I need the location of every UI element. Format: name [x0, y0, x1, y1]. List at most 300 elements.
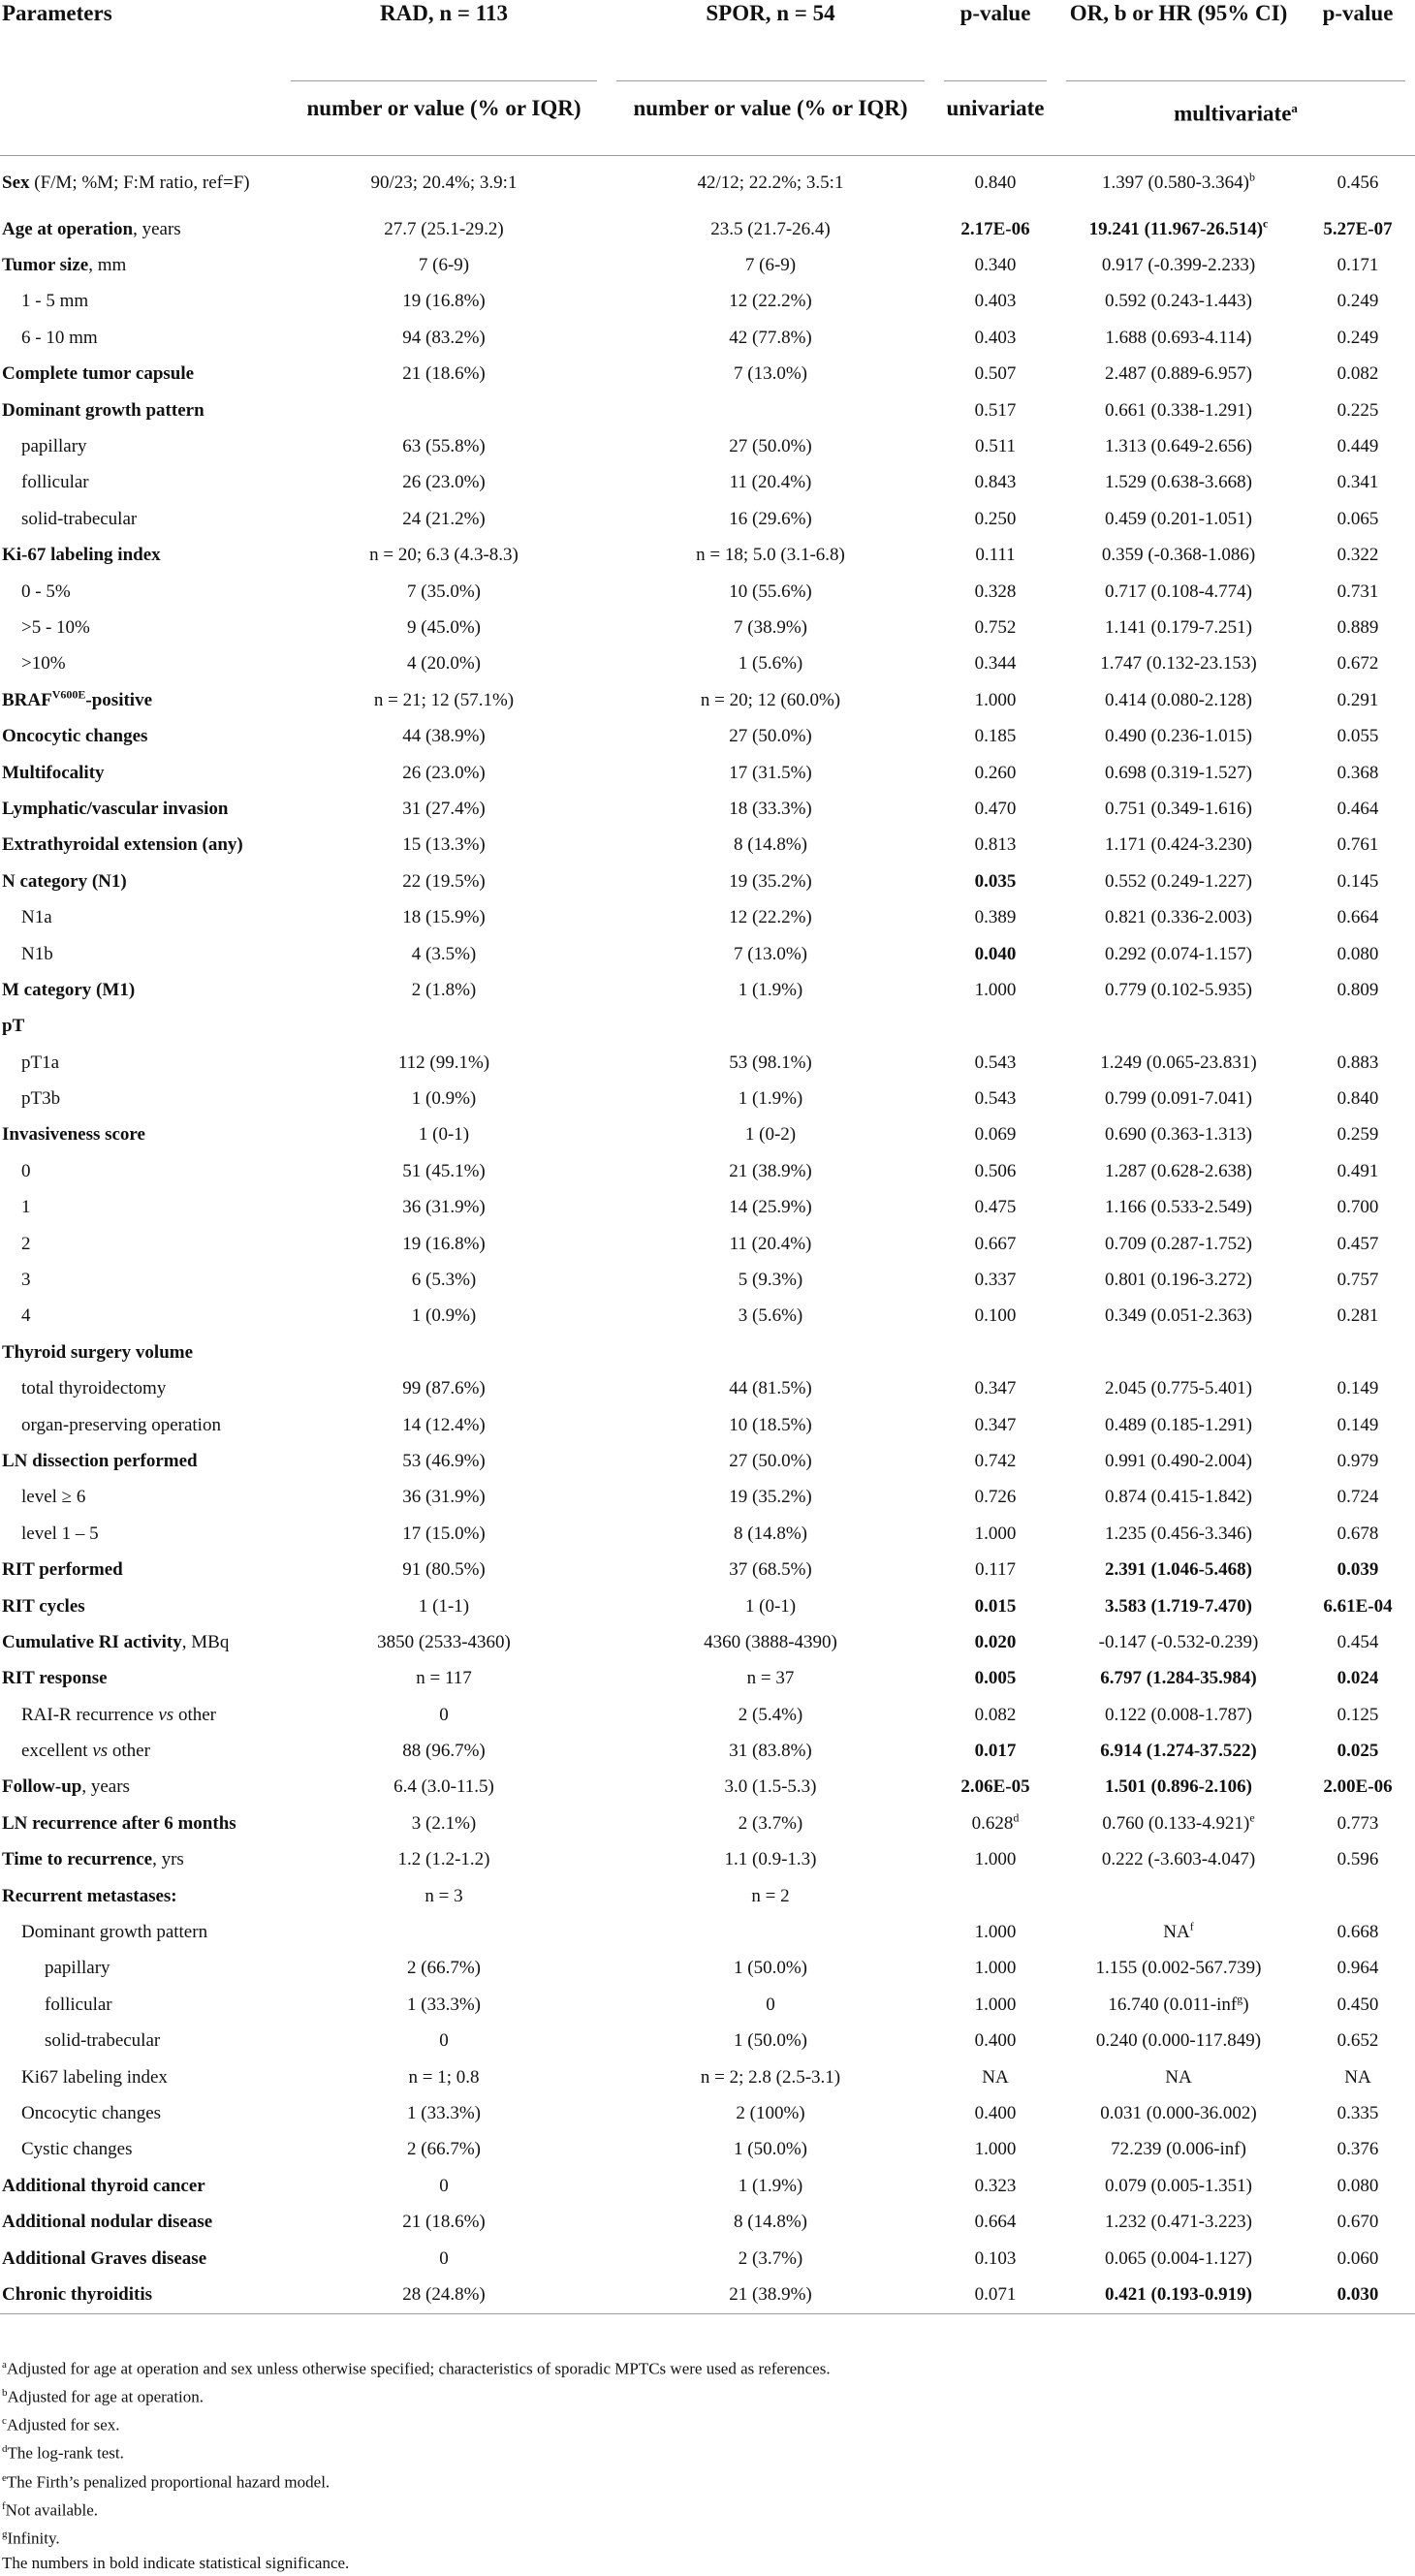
- p-multivariate: [1301, 1480, 1415, 1516]
- rad-text: 51 (45.1%): [402, 1160, 486, 1181]
- label-main: Complete tumor capsule: [2, 363, 195, 385]
- or-text: 0.459 (0.201-1.051): [1105, 508, 1252, 529]
- table-row: [0, 428, 1415, 464]
- spor-value: [607, 2132, 934, 2168]
- p-univariate: [934, 1081, 1056, 1116]
- table-row: [0, 1914, 1415, 1950]
- label-main: 1 - 5 mm: [21, 291, 89, 312]
- or-multivariate: [1056, 1842, 1301, 1878]
- spor-text: 53 (98.1%): [729, 1052, 812, 1073]
- or-multivariate: [1056, 247, 1301, 283]
- p-text: NA: [982, 2066, 1009, 2088]
- header-parameters: Parameters: [2, 1, 112, 25]
- or-multivariate: [1056, 864, 1301, 899]
- or-multivariate: [1056, 2204, 1301, 2240]
- spor-value: [607, 501, 934, 537]
- rad-value: [281, 1480, 607, 1516]
- label-extra: , mm: [88, 255, 127, 276]
- or-multivariate: [1056, 1516, 1301, 1552]
- row-label: [0, 1407, 281, 1443]
- p-univariate: [934, 610, 1056, 645]
- spor-text: 11 (20.4%): [729, 1233, 812, 1254]
- p2-text: 0.809: [1336, 979, 1379, 1000]
- spor-value: [607, 284, 934, 320]
- label-main: 4: [21, 1305, 31, 1327]
- or-text: 0.489 (0.185-1.291): [1105, 1414, 1252, 1435]
- rad-text: 63 (55.8%): [402, 436, 486, 457]
- or-multivariate: [1056, 538, 1301, 574]
- p-univariate: [934, 791, 1056, 827]
- label-main: Additional nodular disease: [2, 2212, 213, 2233]
- p-multivariate: [1301, 1516, 1415, 1552]
- p2-text: 0.773: [1336, 1812, 1379, 1834]
- spor-text: 21 (38.9%): [729, 2283, 812, 2305]
- label-extra: , yrs: [152, 1849, 184, 1870]
- rad-text: 94 (83.2%): [402, 327, 486, 348]
- row-label: [0, 610, 281, 645]
- rad-value: [281, 538, 607, 574]
- rad-text: 1 (0.9%): [411, 1305, 477, 1327]
- row-label: [0, 1262, 281, 1298]
- spor-text: 10 (18.5%): [729, 1414, 812, 1435]
- label-main: RIT performed: [2, 1559, 123, 1581]
- spor-value: [607, 755, 934, 791]
- p-text: 2.17E-06: [960, 218, 1030, 239]
- spor-value: [607, 538, 934, 574]
- header-pvalue: p-value: [959, 1, 1031, 25]
- or-multivariate: [1056, 1335, 1301, 1370]
- p-multivariate: [1301, 1914, 1415, 1950]
- p-multivariate: [1301, 1190, 1415, 1226]
- or-multivariate: [1056, 2132, 1301, 2168]
- label-main: Cumulative RI activity: [2, 1631, 182, 1652]
- or-multivariate: [1056, 1299, 1301, 1335]
- or-multivariate: [1056, 2168, 1301, 2204]
- table-row: [0, 791, 1415, 827]
- footnote: [2, 2437, 831, 2466]
- label-main: excellent: [21, 1741, 93, 1762]
- rad-text: 3850 (2533-4360): [377, 1631, 511, 1652]
- p-univariate: [934, 1661, 1056, 1697]
- p-multivariate: [1301, 1371, 1415, 1407]
- or-multivariate: [1056, 972, 1301, 1008]
- label-main: BRAF: [2, 689, 52, 710]
- p-text: 0.071: [974, 2283, 1017, 2305]
- or-text: -0.147 (-0.532-0.239): [1098, 1631, 1259, 1652]
- table-row: [0, 1262, 1415, 1298]
- spor-value: [607, 574, 934, 610]
- table-row: [0, 2204, 1415, 2240]
- rad-text: 1 (1-1): [418, 1595, 470, 1617]
- spor-value: [607, 1914, 934, 1950]
- footnote: [2, 2495, 831, 2523]
- p-univariate: [934, 682, 1056, 718]
- p-multivariate: [1301, 972, 1415, 1008]
- rad-value: [281, 1588, 607, 1624]
- p-multivariate: [1301, 1081, 1415, 1116]
- rad-text: 0: [439, 1704, 449, 1725]
- spor-text: 27 (50.0%): [729, 726, 812, 747]
- table-row: [0, 1516, 1415, 1552]
- or-text: 3.583 (1.719-7.470): [1105, 1595, 1252, 1617]
- spor-text: 14 (25.9%): [729, 1197, 812, 1218]
- rad-text: 21 (18.6%): [402, 363, 486, 385]
- p-univariate: [934, 320, 1056, 356]
- label-main: Sex: [2, 173, 30, 194]
- or-text: 0.414 (0.080-2.128): [1105, 689, 1252, 710]
- p2-text: NA: [1344, 2066, 1371, 2088]
- label-main: Recurrent metastases:: [2, 1885, 177, 1906]
- p-multivariate: [1301, 718, 1415, 754]
- label-main: papillary: [21, 436, 87, 457]
- p-text: 1.000: [974, 1922, 1017, 1943]
- p-text: 0.005: [974, 1668, 1017, 1689]
- label-main: >10%: [21, 653, 66, 675]
- table-row: [0, 936, 1415, 972]
- footnote: [2, 2466, 831, 2495]
- rad-value: [281, 1117, 607, 1153]
- spor-text: 12 (22.2%): [729, 907, 812, 928]
- p2-text: 0.149: [1336, 1378, 1379, 1399]
- spor-text: n = 20; 12 (60.0%): [700, 689, 841, 710]
- p-multivariate: [1301, 247, 1415, 283]
- rad-text: 19 (16.8%): [402, 1233, 486, 1254]
- footnote-marker: c: [2, 2415, 7, 2428]
- table-row: [0, 1770, 1415, 1806]
- label-main: 3: [21, 1270, 31, 1291]
- label-extra: other: [108, 1741, 150, 1762]
- spor-text: 1 (5.6%): [738, 653, 803, 675]
- table-row: [0, 501, 1415, 537]
- label-main: RIT cycles: [2, 1595, 85, 1617]
- p2-text: 0.454: [1336, 1631, 1379, 1652]
- spor-text: 3.0 (1.5-5.3): [724, 1776, 817, 1798]
- rad-value: [281, 247, 607, 283]
- table-row: [0, 1624, 1415, 1660]
- row-label: [0, 899, 281, 935]
- table-row: [0, 718, 1415, 754]
- table-row: [0, 538, 1415, 574]
- label-main: pT: [2, 1016, 25, 1037]
- or-text: 0.592 (0.243-1.443): [1105, 291, 1252, 312]
- rad-value: [281, 1987, 607, 2023]
- spor-text: 11 (20.4%): [729, 472, 812, 493]
- p-univariate: [934, 1045, 1056, 1081]
- p-univariate: [934, 1552, 1056, 1587]
- rad-value: [281, 1770, 607, 1806]
- p2-text: 0.171: [1336, 255, 1379, 276]
- footnote-text: Adjusted for age at operation.: [7, 2387, 204, 2406]
- row-label: [0, 1009, 281, 1045]
- rad-value: [281, 393, 607, 428]
- p-text: 0.340: [974, 255, 1017, 276]
- subheader-univariate: univariate: [944, 80, 1047, 122]
- p-text: 0.752: [974, 616, 1017, 638]
- or-multivariate: [1056, 428, 1301, 464]
- p-univariate: [934, 1190, 1056, 1226]
- spor-text: n = 2: [751, 1885, 790, 1906]
- spor-value: [607, 2059, 934, 2095]
- or-text: 1.529 (0.638-3.668): [1105, 472, 1252, 493]
- row-label: [0, 2059, 281, 2095]
- p-multivariate: [1301, 936, 1415, 972]
- rad-value: [281, 864, 607, 899]
- p2-text: 0.368: [1336, 762, 1379, 783]
- label-extra: (F/M; %M; F:M ratio, ref=F): [29, 173, 250, 194]
- rad-text: 28 (24.8%): [402, 2283, 486, 2305]
- label-main: pT3b: [21, 1088, 61, 1110]
- or-text: 2.487 (0.889-6.957): [1105, 363, 1252, 385]
- or-multivariate: [1056, 1480, 1301, 1516]
- table-row: [0, 1335, 1415, 1370]
- p-univariate: [934, 1770, 1056, 1806]
- or-text: 0.799 (0.091-7.041): [1105, 1088, 1252, 1110]
- or-multivariate: [1056, 1407, 1301, 1443]
- spor-text: 12 (22.2%): [729, 291, 812, 312]
- table-row: [0, 1480, 1415, 1516]
- or-multivariate: [1056, 2277, 1301, 2313]
- p2-text: 0.281: [1336, 1305, 1379, 1327]
- or-text: 0.122 (0.008-1.787): [1105, 1704, 1252, 1725]
- spor-text: 21 (38.9%): [729, 1160, 812, 1181]
- row-label: [0, 2168, 281, 2204]
- footnote-marker: a: [2, 2359, 7, 2371]
- or-multivariate: [1056, 610, 1301, 645]
- row-label: [0, 2024, 281, 2059]
- table-row: [0, 465, 1415, 501]
- label-main: M category (M1): [2, 979, 136, 1000]
- table-row: [0, 155, 1415, 211]
- spor-text: 2 (3.7%): [738, 1812, 803, 1834]
- p-univariate: [934, 247, 1056, 283]
- p-text: 0.400: [974, 2103, 1017, 2123]
- p2-text: 0.080: [1336, 2175, 1379, 2196]
- or-multivariate: [1056, 1117, 1301, 1153]
- footnote-text: The numbers in bold indicate statistical significance.: [2, 2554, 350, 2573]
- or-multivariate: [1056, 1262, 1301, 1298]
- p-text: 2.06E-05: [960, 1776, 1030, 1798]
- row-label: [0, 791, 281, 827]
- p-text: 0.403: [974, 327, 1017, 348]
- rad-text: 19 (16.8%): [402, 291, 486, 312]
- label-main: N1a: [21, 907, 52, 928]
- spor-value: [607, 972, 934, 1008]
- or-multivariate: [1056, 320, 1301, 356]
- p-univariate: [934, 393, 1056, 428]
- p-multivariate: [1301, 646, 1415, 682]
- or-multivariate: [1056, 1443, 1301, 1479]
- rad-text: 6 (5.3%): [411, 1270, 477, 1291]
- or-tail: ): [1242, 1994, 1249, 2015]
- label-main: follicular: [21, 472, 89, 493]
- p-text: 0.250: [974, 508, 1017, 529]
- rad-value: [281, 1552, 607, 1587]
- p-univariate: [934, 1480, 1056, 1516]
- spor-text: n = 18; 5.0 (3.1-6.8): [696, 545, 845, 566]
- p-univariate: [934, 2095, 1056, 2131]
- p2-text: 2.00E-06: [1323, 1776, 1393, 1798]
- rad-text: n = 117: [416, 1668, 472, 1689]
- rad-value: [281, 574, 607, 610]
- p-univariate: [934, 465, 1056, 501]
- p-multivariate: [1301, 465, 1415, 501]
- table-row: [0, 1226, 1415, 1262]
- or-multivariate: [1056, 2095, 1301, 2131]
- p2-text: 0.082: [1336, 363, 1379, 385]
- label-main: Oncocytic changes: [21, 2103, 162, 2123]
- spor-text: 44 (81.5%): [729, 1378, 812, 1399]
- p2-text: 0.652: [1336, 2030, 1379, 2052]
- label-main: Tumor size: [2, 255, 89, 276]
- p-univariate: [934, 155, 1056, 211]
- p-text: 0.543: [974, 1052, 1017, 1073]
- row-label: [0, 646, 281, 682]
- p-univariate: [934, 1842, 1056, 1878]
- rad-value: [281, 1045, 607, 1081]
- spor-text: 1 (1.9%): [738, 979, 803, 1000]
- spor-text: 19 (35.2%): [729, 1487, 812, 1508]
- or-text: 0.349 (0.051-2.363): [1105, 1305, 1252, 1327]
- or-text: 19.241 (11.967-26.514): [1088, 218, 1264, 239]
- p-text: 0.506: [974, 1160, 1017, 1181]
- label-main: Cystic changes: [21, 2139, 133, 2160]
- rad-text: 26 (23.0%): [402, 762, 486, 783]
- p-text: 0.667: [974, 1233, 1017, 1254]
- footnote-marker: f: [2, 2499, 6, 2512]
- row-label: [0, 1335, 281, 1370]
- rad-value: [281, 755, 607, 791]
- p-text: 1.000: [974, 1958, 1017, 1979]
- or-text: 0.821 (0.336-2.003): [1105, 907, 1252, 928]
- label-main: Additional Graves disease: [2, 2247, 207, 2269]
- or-text: NA: [1165, 2066, 1192, 2088]
- spor-value: [607, 1153, 934, 1189]
- label-extra: , MBq: [181, 1631, 230, 1652]
- row-label: [0, 1588, 281, 1624]
- row-label: [0, 538, 281, 574]
- label-main: N category (N1): [2, 870, 127, 892]
- rad-text: n = 20; 6.3 (4.3-8.3): [369, 545, 519, 566]
- or-multivariate: [1056, 574, 1301, 610]
- rad-value: [281, 1697, 607, 1733]
- subheader-rad: number or value (% or IQR): [291, 80, 597, 122]
- or-text: 16.740 (0.011-inf: [1108, 1994, 1238, 2015]
- or-text: 0.698 (0.319-1.527): [1105, 762, 1252, 783]
- spor-value: [607, 1552, 934, 1587]
- p-text: 0.517: [974, 399, 1017, 421]
- rad-value: [281, 1299, 607, 1335]
- spor-value: [607, 211, 934, 247]
- p-text: 0.389: [974, 907, 1017, 928]
- rad-value: [281, 2132, 607, 2168]
- label-main: Time to recurrence: [2, 1849, 153, 1870]
- p-univariate: [934, 2132, 1056, 2168]
- table-row: [0, 1697, 1415, 1733]
- rad-text: 90/23; 20.4%; 3.9:1: [370, 173, 518, 194]
- or-multivariate: [1056, 791, 1301, 827]
- p2-text: 0.065: [1336, 508, 1379, 529]
- rad-value: [281, 936, 607, 972]
- rad-value: [281, 610, 607, 645]
- rad-value: [281, 1951, 607, 1987]
- p2-text: 0.464: [1336, 798, 1379, 819]
- rad-text: n = 1; 0.8: [408, 2066, 480, 2088]
- spor-text: 16 (29.6%): [729, 508, 812, 529]
- or-text: 1.688 (0.693-4.114): [1105, 327, 1252, 348]
- p-univariate: [934, 1624, 1056, 1660]
- p-multivariate: [1301, 1299, 1415, 1335]
- rad-value: [281, 1806, 607, 1841]
- spor-value: [607, 393, 934, 428]
- label-main: solid-trabecular: [45, 2030, 161, 2052]
- spor-text: 1 (50.0%): [734, 1958, 807, 1979]
- spor-value: [607, 1842, 934, 1878]
- spor-value: [607, 2024, 934, 2059]
- p-multivariate: [1301, 1661, 1415, 1697]
- p2-text: 0.259: [1336, 1124, 1379, 1146]
- table-row: [0, 2277, 1415, 2313]
- spor-text: 27 (50.0%): [729, 1450, 812, 1471]
- p-univariate: [934, 428, 1056, 464]
- rad-value: [281, 718, 607, 754]
- rad-value: [281, 320, 607, 356]
- or-multivariate: [1056, 1190, 1301, 1226]
- or-text: 1.141 (0.179-7.251): [1105, 616, 1252, 638]
- p-multivariate: [1301, 1045, 1415, 1081]
- or-multivariate: [1056, 1951, 1301, 1987]
- p-text: 0.347: [974, 1378, 1017, 1399]
- p-text: 0.185: [974, 726, 1017, 747]
- p-univariate: [934, 1806, 1056, 1841]
- rad-text: 21 (18.6%): [402, 2212, 486, 2233]
- p2-text: 0.731: [1336, 581, 1379, 602]
- p-multivariate: [1301, 2024, 1415, 2059]
- p2-text: 0.125: [1336, 1704, 1379, 1725]
- label-extra: , years: [81, 1776, 130, 1798]
- p-univariate: [934, 1987, 1056, 2023]
- rad-value: [281, 211, 607, 247]
- p-univariate: [934, 1299, 1056, 1335]
- p-text: 1.000: [974, 1849, 1017, 1870]
- p-multivariate: [1301, 1552, 1415, 1587]
- spor-text: 1 (0-1): [744, 1595, 797, 1617]
- spor-value: [607, 682, 934, 718]
- row-label: [0, 1190, 281, 1226]
- row-label: [0, 936, 281, 972]
- rad-text: 7 (6-9): [418, 255, 470, 276]
- p-univariate: [934, 357, 1056, 393]
- footnote-text: The log-rank test.: [7, 2444, 124, 2464]
- or-text: 0.421 (0.193-0.919): [1105, 2283, 1252, 2305]
- spor-value: [607, 646, 934, 682]
- rad-text: 31 (27.4%): [402, 798, 486, 819]
- rad-value: [281, 1661, 607, 1697]
- spor-value: [607, 1624, 934, 1660]
- p-text: 0.403: [974, 291, 1017, 312]
- rad-text: 18 (15.9%): [402, 907, 486, 928]
- or-text: 1.747 (0.132-23.153): [1100, 653, 1257, 675]
- p-multivariate: [1301, 1951, 1415, 1987]
- p-text: 0.400: [974, 2030, 1017, 2052]
- table-row: [0, 1407, 1415, 1443]
- rad-value: [281, 646, 607, 682]
- rad-value: [281, 1733, 607, 1769]
- p-multivariate: [1301, 864, 1415, 899]
- or-multivariate: [1056, 501, 1301, 537]
- p-univariate: [934, 2059, 1056, 2095]
- spor-value: [607, 2241, 934, 2277]
- p-text: 0.344: [974, 653, 1017, 675]
